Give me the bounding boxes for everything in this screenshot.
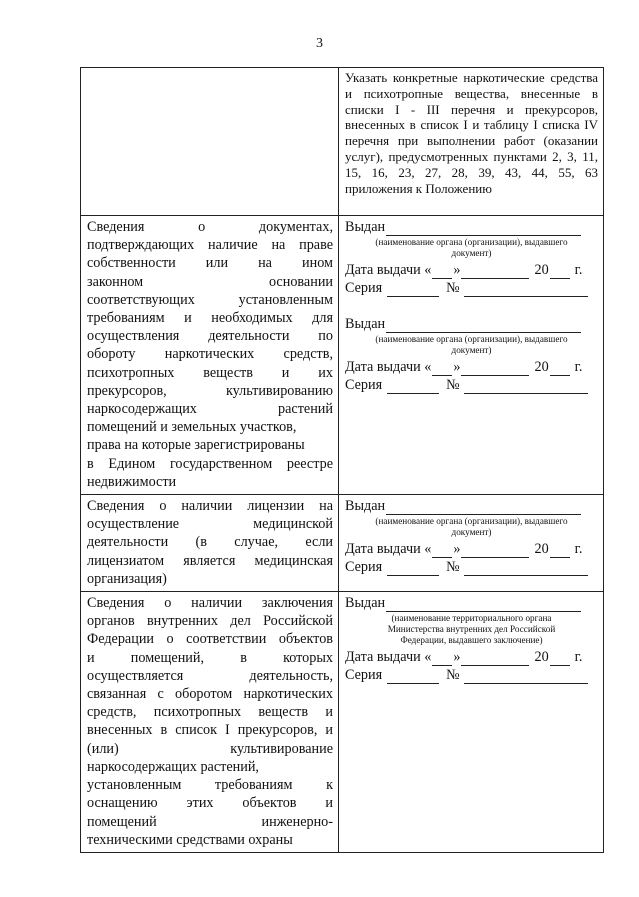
- number-field[interactable]: [464, 561, 588, 576]
- issued-label: Выдан: [345, 316, 386, 332]
- date-label: Дата выдачи «: [345, 649, 432, 666]
- empty-cell: [81, 68, 339, 216]
- issuer-note: (наименование органа (организации), выдавшего документ): [375, 237, 568, 258]
- document-block-1: Выдан (наименование органа (организации), выдавшего документ) Дата выдачи « » 20 г. Серия №: [345, 218, 598, 297]
- number-field[interactable]: [464, 379, 588, 394]
- number-field[interactable]: [464, 669, 588, 684]
- number-sign: №: [446, 280, 460, 296]
- police-conclusion-label: Сведения о наличии заключения органов внутренних дел Российской Федерации о соответствии объектов и помещений, в которых осуществляется деятельность, связанная с оборотом наркотических средств, психотропных веществ и внесенных в список I прекурсоров, и (или) культивирование наркосодержащих растений, установленным требованиям к оснащению этих объектов и помещений инженерно- техническими средствами охраны: [87, 595, 333, 848]
- day-field[interactable]: [432, 264, 452, 279]
- date-label: Дата выдачи «: [345, 359, 432, 375]
- police-conclusion-fields: Выдан (наименование территориального органа Министерства внутренних дел Российской Федерации, выдавшего заключение) Дата выдачи « » 20 г. Серия №: [339, 592, 604, 853]
- series-field[interactable]: [387, 379, 439, 394]
- day-field[interactable]: [432, 543, 452, 558]
- issued-label: Выдан: [345, 595, 386, 612]
- table-row: [81, 495, 604, 592]
- medical-license-label: Сведения о наличии лицензии на осуществление медицинской деятельности (в случае, если лицензиатом является медицинская организация): [87, 498, 333, 587]
- number-sign: №: [446, 667, 460, 684]
- issuer-field[interactable]: [386, 500, 581, 515]
- requirement-cell: [339, 68, 604, 216]
- issuer-note: (наименование органа (организации), выдавшего документ): [375, 516, 568, 538]
- property-documents-fields: [339, 216, 604, 495]
- issuer-field[interactable]: [386, 221, 581, 236]
- issuer-field[interactable]: [386, 318, 581, 333]
- year-field[interactable]: [550, 264, 570, 279]
- property-documents-label-cell: [81, 216, 339, 495]
- series-label: Серия: [345, 280, 383, 296]
- series-label: Серия: [345, 559, 383, 576]
- number-field[interactable]: [464, 282, 588, 297]
- day-field[interactable]: [432, 651, 452, 666]
- series-label: Серия: [345, 667, 383, 684]
- series-field[interactable]: [387, 561, 439, 576]
- year-field[interactable]: [550, 543, 570, 558]
- date-label: Дата выдачи «: [345, 541, 432, 558]
- table-row: [81, 216, 604, 495]
- date-label: Дата выдачи «: [345, 262, 432, 278]
- requirement-text: Указать конкретные наркотические средства и психотропные вещества, внесенные в списки I - III перечня и прекурсоров, внесенных в список I и таблицу I списка IV перечня при выполнении работ (оказании услуг), предусмотренных пунктами 2, 3, 11, 15, 16, 23, 27, 28, 39, 43, 44, 55, 63 приложения к Положению: [345, 70, 598, 196]
- issuer-field[interactable]: [386, 597, 581, 612]
- issued-label: Выдан: [345, 498, 386, 515]
- day-field[interactable]: [432, 361, 452, 376]
- month-field[interactable]: [461, 264, 529, 279]
- issuer-note: (наименование органа (организации), выдавшего документ): [375, 334, 568, 355]
- year-field[interactable]: [550, 651, 570, 666]
- medical-license-label-cell: [81, 495, 339, 592]
- page-number: 3: [316, 36, 323, 51]
- document-form-table: [80, 67, 604, 853]
- table-row: [81, 68, 604, 216]
- year-field[interactable]: [550, 361, 570, 376]
- document-block-2: Выдан (наименование органа (организации), выдавшего документ) Дата выдачи « » 20 г. Серия №: [345, 315, 598, 394]
- month-field[interactable]: [461, 361, 529, 376]
- number-sign: №: [446, 559, 460, 576]
- issued-label: Выдан: [345, 219, 386, 235]
- series-field[interactable]: [387, 669, 439, 684]
- number-sign: №: [446, 377, 460, 393]
- series-label: Серия: [345, 377, 383, 393]
- table-row: [81, 592, 604, 853]
- month-field[interactable]: [461, 651, 529, 666]
- month-field[interactable]: [461, 543, 529, 558]
- territorial-organ-note: (наименование территориального органа Министерства внутренних дел Российской Федерации, выдавшего заключение): [387, 613, 556, 646]
- medical-license-fields: Выдан (наименование органа (организации), выдавшего документ) Дата выдачи « » 20 г. Серия №: [339, 495, 604, 592]
- series-field[interactable]: [387, 282, 439, 297]
- property-documents-label: Сведения о документах, подтверждающих наличие на праве собственности или на ином законном основании соответствующих установленным требованиям и необходимых для осуществления деятельности по обороту наркотических средств, психотропных веществ и их прекурсоров, культивированию наркосодержащих растений помещений и земельных участков, права на которые зарегистрированы в Едином государственном реестре недвижимости: [87, 219, 333, 490]
- police-conclusion-label-cell: [81, 592, 339, 853]
